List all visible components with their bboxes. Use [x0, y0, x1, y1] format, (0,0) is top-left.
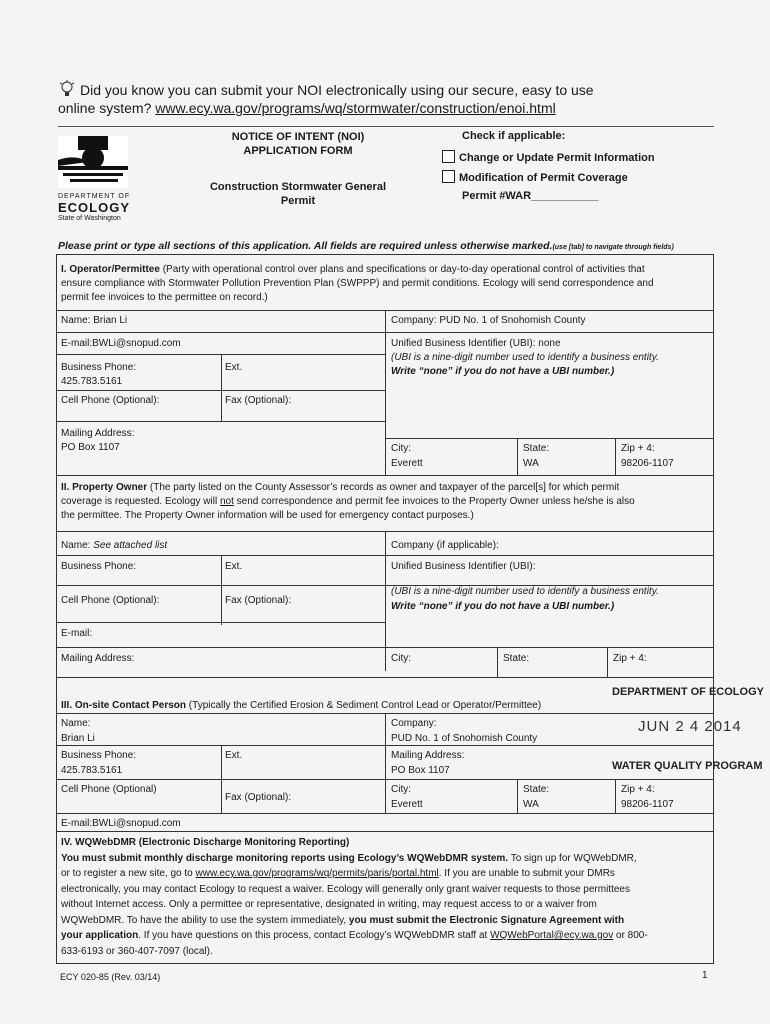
s3-zip-field[interactable]: 98206-1107 [621, 799, 674, 810]
logo-state: State of Washington [58, 215, 121, 222]
s1-ubi-note1: (UBI is a nine-digit number used to identify a business entity. [391, 352, 659, 363]
form-title-line1: NOTICE OF INTENT (NOI) [231, 131, 365, 143]
change-update-label: Change or Update Permit Information [459, 152, 655, 164]
s3-company-field[interactable]: PUD No. 1 of Snohomish County [391, 733, 538, 744]
divider [615, 438, 616, 475]
s2-fax-field[interactable]: Fax (Optional): [225, 595, 292, 606]
section-4 [61, 835, 711, 959]
lightbulb-icon [58, 80, 76, 98]
s1-ubi-note2: Write “none” if you do not have a UBI number.) [391, 366, 615, 377]
form-subtitle-line2: Permit [280, 195, 316, 207]
s1-mailing-label: Mailing Address: [61, 428, 135, 439]
divider [517, 779, 518, 813]
s1-business-phone-field[interactable]: 425.783.5161 [61, 376, 123, 387]
s3-mailing-label: Mailing Address: [391, 750, 465, 761]
form-title-line2: APPLICATION FORM [243, 145, 353, 157]
s4-line5b: you must submit the Electronic Signature Agreement with [348, 914, 625, 926]
notice-line1: Did you know you can submit your NOI electronically using our secure, easy to use [80, 82, 594, 98]
modification-checkbox[interactable] [442, 170, 455, 183]
s2-zip-field[interactable]: Zip + 4: [613, 653, 647, 664]
form-code: ECY 020-85 (Rev. 03/14) [60, 972, 161, 982]
form-frame [56, 254, 714, 964]
received-stamp-line1: DEPARTMENT OF ECOLOGY [612, 686, 764, 698]
section-3-header [61, 699, 541, 713]
s3-business-phone-label: Business Phone: [61, 750, 137, 761]
s1-company-field[interactable]: Company: PUD No. 1 of Snohomish County [391, 315, 586, 326]
s3-name-label: Name: [61, 718, 91, 729]
section-1-title: I. Operator/Permittee [61, 264, 160, 275]
s3-state-field[interactable]: WA [523, 799, 539, 810]
s1-business-phone-label: Business Phone: [61, 362, 137, 373]
s4-line3: electronically, you may contact Ecology to request a waiver. Ecology will generally only grant waiver requests to those permittees [61, 883, 630, 895]
s3-fax-field[interactable]: Fax (Optional): [225, 792, 292, 803]
s1-ext-field[interactable]: Ext. [225, 362, 243, 373]
s3-city-field[interactable]: Everett [391, 799, 423, 810]
s4-line6a: . If you have questions on this process, contact Ecology’s WQWebDMR staff at [138, 930, 491, 941]
instructions-main: Please print or type all sections of this application. All fields are required unless otherwise marked. [58, 240, 553, 252]
s2-ubi-field[interactable]: Unified Business Identifier (UBI): [391, 561, 536, 572]
section-2-header [61, 481, 711, 523]
s3-cell-field[interactable]: Cell Phone (Optional) [61, 784, 157, 795]
s3-zip-label: Zip + 4: [621, 784, 655, 795]
s1-fax-field[interactable]: Fax (Optional): [225, 395, 292, 406]
divider [57, 813, 713, 814]
logo-dept: DEPARTMENT OF [58, 193, 131, 200]
permit-number-field[interactable]: Permit #WAR___________ [462, 190, 599, 202]
divider [517, 438, 518, 475]
s1-mailing-field[interactable]: PO Box 1107 [61, 442, 120, 453]
s2-company-field[interactable]: Company (if applicable): [391, 540, 499, 551]
s4-line7: 633-6193 or 360-407-7097 (local). [61, 945, 213, 957]
s3-email-field[interactable]: E-mail:BWLi@snopud.com [61, 818, 181, 829]
check-header: Check if applicable: [462, 130, 566, 142]
change-update-option [442, 150, 655, 164]
divider [57, 390, 385, 391]
divider [57, 332, 713, 333]
section-1-desc1: (Party with operational control over plans and specifications or day-to-day operational control of activities that [159, 264, 645, 275]
divider [607, 647, 608, 677]
s2-name-field[interactable] [61, 539, 167, 552]
s1-name-field[interactable]: Name: Brian Li [61, 315, 128, 326]
ecology-logo [58, 136, 148, 226]
notice-line2: online system? [58, 100, 156, 116]
s1-city-label: City: [391, 443, 411, 454]
electronic-noi-notice [58, 80, 718, 117]
section-2-desc3: the permittee. The Property Owner information will be used for emergency contact purposes.) [61, 510, 474, 521]
form-subtitle-line1: Construction Stormwater General [209, 181, 387, 193]
s2-mailing-field[interactable]: Mailing Address: [61, 653, 135, 664]
s1-zip-label: Zip + 4: [621, 443, 655, 454]
divider [497, 647, 498, 677]
s2-ubi-note1: (UBI is a nine-digit number used to identify a business entity. [391, 586, 659, 597]
s4-line4: without Internet access. Only a permittee or representative, designated in writing, may request access to or a waiver from [61, 899, 597, 910]
s4-line2b: . If you are unable to submit your DMRs [438, 868, 615, 879]
s1-state-label: State: [523, 443, 550, 454]
divider [385, 438, 713, 439]
divider [385, 531, 386, 671]
s3-ext-field[interactable]: Ext. [225, 750, 243, 761]
s3-state-label: State: [523, 784, 550, 795]
s4-line1: To sign up for WQWebDMR, [508, 852, 637, 864]
s1-email-field[interactable]: E-mail:BWLi@snopud.com [61, 338, 181, 349]
modification-label: Modification of Permit Coverage [459, 172, 628, 184]
s4-line5a: WQWebDMR. To have the ability to use the system immediately, [61, 914, 349, 926]
divider [57, 831, 713, 832]
section-3-desc: (Typically the Certified Erosion & Sediment Control Lead or Operator/Permittee) [186, 700, 542, 711]
s2-ext-field[interactable]: Ext. [225, 561, 243, 572]
header-divider [58, 126, 714, 127]
section-2-desc2b: not [219, 496, 234, 507]
divider [57, 555, 713, 556]
modification-option [442, 170, 628, 184]
divider [385, 310, 386, 475]
s1-zip-field[interactable]: 98206-1107 [621, 458, 674, 469]
s2-city-field[interactable]: City: [391, 653, 411, 664]
section-2-desc2a: coverage is requested. Ecology will [61, 496, 220, 507]
s2-cell-field[interactable]: Cell Phone (Optional): [61, 595, 160, 606]
s1-cell-field[interactable]: Cell Phone (Optional): [61, 395, 160, 406]
section-3-title: III. On-site Contact Person [61, 700, 187, 711]
form-subtitle [200, 180, 396, 208]
divider [615, 779, 616, 813]
section-2-title: II. Property Owner [61, 482, 148, 493]
s4-line1-bold: You must submit monthly discharge monitoring reports using Ecology’s WQWebDMR system. [61, 852, 509, 864]
s3-mailing-field[interactable]: PO Box 1107 [391, 765, 450, 776]
section-2-desc2c: send correspondence and permit fee invoices to the Property Owner unless he/she is also [233, 496, 635, 507]
section-1-desc3: permit fee invoices to the permittee on record.) [61, 292, 268, 303]
ecology-logo-icon [58, 136, 128, 188]
s2-ubi-note2: Write “none” if you do not have a UBI number.) [391, 601, 615, 612]
divider [57, 421, 385, 422]
s3-business-phone-field[interactable]: 425.783.5161 [61, 765, 123, 776]
s3-city-label: City: [391, 784, 411, 795]
divider [57, 622, 385, 623]
s1-ubi-field[interactable]: Unified Business Identifier (UBI): none [391, 338, 561, 349]
s4-line6-bold: your application [61, 930, 139, 941]
divider [57, 677, 713, 678]
wqwebdmr-portal-link[interactable]: www.ecy.wa.gov/programs/wq/permits/paris/portal.html [195, 868, 439, 879]
divider [57, 647, 713, 648]
wqwebportal-email-link[interactable]: WQWebPortal@ecy.wa.gov [490, 930, 614, 941]
instructions-small: (use [tab] to navigate through fields) [552, 244, 674, 251]
s4-line2a: or to register a new site, go to [61, 868, 196, 879]
s2-state-field[interactable]: State: [503, 653, 530, 664]
divider [57, 745, 713, 746]
s4-line6c: or 800- [613, 930, 648, 941]
s1-state-field[interactable]: WA [523, 458, 539, 469]
s3-name-field[interactable]: Brian Li [61, 733, 95, 744]
instructions [58, 240, 674, 252]
logo-name: ECOLOGY [58, 200, 131, 215]
s2-name-value: See attached list [93, 540, 168, 551]
section-4-title: IV. WQWebDMR (Electronic Discharge Monitoring Reporting) [61, 837, 350, 848]
s3-company-label: Company: [391, 718, 437, 729]
s2-business-phone-field[interactable]: Business Phone: [61, 561, 137, 572]
enoi-link[interactable]: www.ecy.wa.gov/programs/wq/stormwater/construction/enoi.html [155, 100, 556, 116]
s2-name-label: Name: [61, 540, 94, 551]
divider [221, 555, 222, 625]
divider [57, 475, 713, 476]
form-title [208, 130, 388, 158]
section-2-desc1: (The party listed on the County Assessor’s records as owner and taxpayer of the parcel[s] for which permit [147, 482, 620, 493]
change-update-checkbox[interactable] [442, 150, 455, 163]
divider [385, 713, 386, 813]
section-1-header [61, 263, 711, 305]
page-number: 1 [702, 970, 708, 981]
s1-city-field[interactable]: Everett [391, 458, 423, 469]
divider [221, 354, 222, 421]
received-stamp-line3: WATER QUALITY PROGRAM [612, 760, 763, 772]
section-1-desc2: ensure compliance with Stormwater Pollution Prevention Plan (SWPPP) and permit conditions. Ecology will send correspondence and [61, 278, 654, 289]
received-stamp-date: JUN 2 4 2014 [638, 718, 742, 735]
s2-email-field[interactable]: E-mail: [61, 628, 93, 639]
